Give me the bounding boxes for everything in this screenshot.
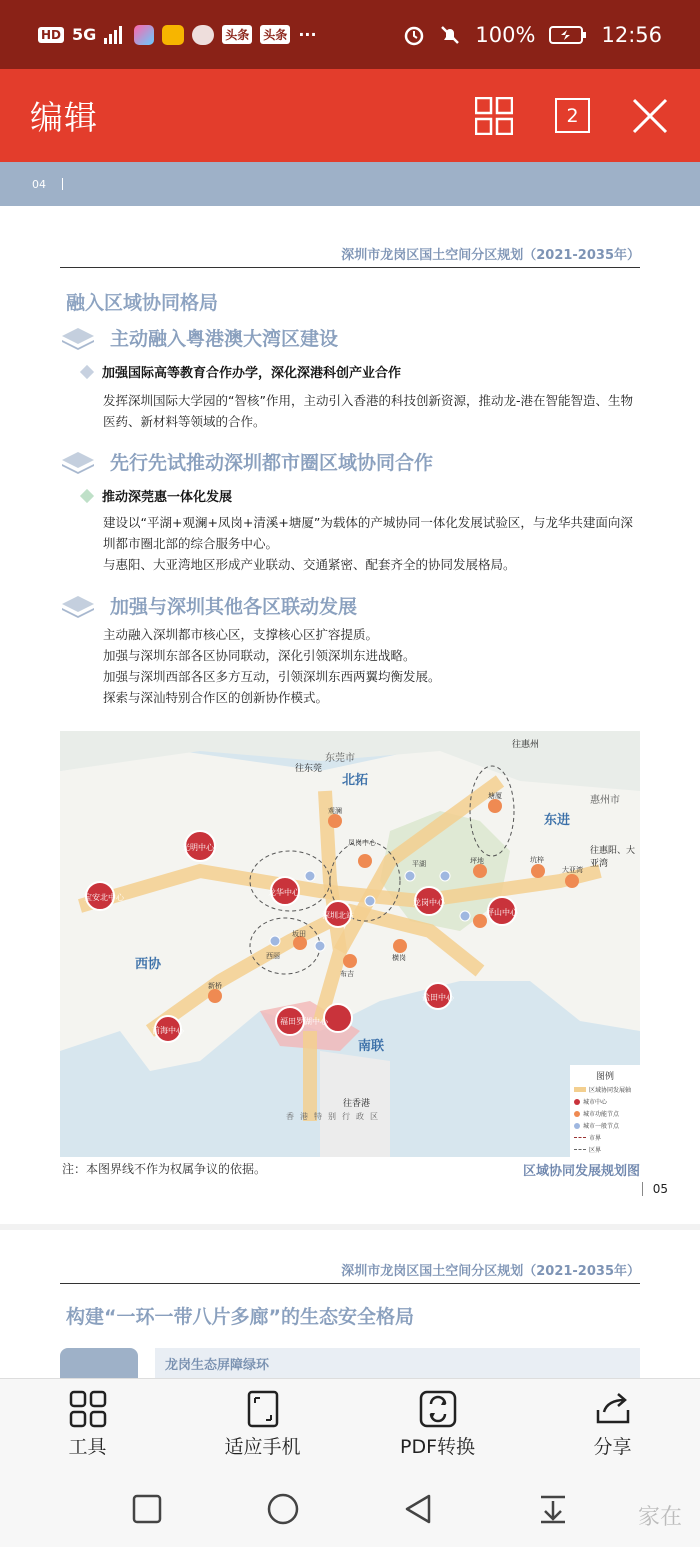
legend-swatch	[574, 1149, 586, 1150]
map-label-to-dongguan: 往东莞	[295, 764, 323, 774]
more-indicator: ···	[298, 25, 317, 44]
paragraph-line: 加强与深圳东部各区协同联动，深化引领深圳东进战略。	[103, 648, 416, 663]
section-title: 构建“一环一带八片多廊”的生态安全格局	[66, 1306, 414, 1328]
node-label: 龙华中心	[268, 888, 300, 897]
layers-icon	[60, 450, 96, 474]
fit-screen-icon	[247, 1390, 279, 1428]
notification-pull-icon[interactable]	[538, 1493, 568, 1525]
toutiao-icon: 头条	[222, 25, 252, 44]
tools-button[interactable]	[0, 1379, 175, 1470]
paragraph: 发挥深圳国际大学园的“智核”作用，主动引入香港的科技创新资源，推动龙-港在智能智造、生物医药、新材料等领域的合作。	[103, 393, 633, 429]
node-label: 坪地	[470, 857, 484, 865]
pdf-convert-icon	[419, 1390, 457, 1428]
node-label: 观澜	[328, 807, 342, 815]
map-graphic	[60, 731, 640, 1157]
grid-icon	[69, 1390, 107, 1428]
map-label-north: 北拓	[342, 773, 369, 788]
map-label-south: 南联	[358, 1039, 385, 1054]
battery-text: 100%	[475, 22, 536, 47]
divider	[62, 178, 63, 190]
layers-icon	[60, 594, 96, 618]
node-label: 福田罗湖中心	[280, 1017, 328, 1026]
status-bar	[0, 0, 700, 69]
legend-swatch	[574, 1137, 586, 1138]
edit-title[interactable]: 编辑	[30, 98, 98, 137]
pdf-convert-label: PDF转换	[399, 1436, 476, 1458]
legend-swatch	[574, 1111, 580, 1117]
node-label: 龙岗中心	[413, 898, 445, 907]
node-label: 塘厦	[488, 792, 502, 800]
recent-apps-icon[interactable]	[132, 1494, 162, 1524]
heading-metro-circle: 先行先试推动深圳都市圈区域协同合作	[60, 448, 433, 475]
home-icon[interactable]	[267, 1493, 299, 1525]
pdf-convert-button[interactable]	[350, 1379, 525, 1470]
node-label: 深圳北站	[322, 911, 354, 920]
system-nav-bar	[0, 1470, 700, 1547]
page-header: 深圳市龙岗区国土空间分区规划（2021-2035年）	[60, 1260, 640, 1284]
grid-view-icon[interactable]	[475, 97, 513, 135]
regional-coordination-map	[60, 731, 640, 1157]
legend-item: 城市功能节点	[583, 1111, 620, 1118]
map-label-west: 西协	[135, 957, 162, 972]
legend-item: 市界	[589, 1135, 602, 1142]
mute-icon	[439, 24, 461, 46]
node-label: 前海中心	[152, 1026, 184, 1035]
share-label: 分享	[593, 1436, 632, 1458]
paragraph-line: 加强与深圳西部各区多方互动，引领深圳东西两翼均衡发展。	[103, 669, 441, 684]
tools-label: 工具	[68, 1436, 107, 1458]
node-label: 坂田	[292, 930, 306, 938]
section-title: 融入区域协同格局	[66, 292, 219, 314]
previous-page-footer	[0, 162, 700, 206]
subsection-strip: 龙岗生态屏障绿环	[155, 1348, 640, 1378]
heading-greater-bay-area: 主动融入粤港澳大湾区建设	[60, 324, 338, 351]
node-label: 横岗	[392, 954, 406, 962]
document-page	[0, 206, 700, 1224]
weibo-icon	[162, 25, 184, 45]
battery-icon	[549, 24, 587, 46]
map-label-huizhou: 惠州市	[590, 795, 620, 806]
legend-swatch	[574, 1087, 586, 1092]
paragraph: 与惠阳、大亚湾地区形成产业联动、交通紧密、配套齐全的协同发展格局。	[103, 557, 516, 572]
map-note: 注：本图界线不作为权属争议的依据。	[62, 1162, 267, 1176]
legend-item: 城市中心	[583, 1099, 608, 1106]
share-icon	[594, 1390, 632, 1428]
watermark: 家在	[637, 1505, 682, 1530]
map-label-to-huizhou: 往惠州	[512, 740, 540, 750]
fit-screen-label: 适应手机	[224, 1436, 301, 1458]
heading-districts: 加强与深圳其他各区联动发展	[60, 592, 357, 619]
page-header: 深圳市龙岗区国土空间分区规划（2021-2035年）	[60, 244, 640, 268]
bullet-diamond-icon	[80, 364, 94, 378]
node-label: 西丽	[266, 952, 280, 960]
page-number-04: 04	[32, 177, 46, 191]
paragraph: 建设以“平湖+观澜+凤岗+清溪+塘厦”为载体的产城协同一体化发展试验区，与龙华共建面向深圳都市圈北部的综合服务中心。	[103, 515, 633, 551]
alarm-icon	[403, 24, 425, 46]
map-label-to-huiyang: 往惠阳、大亚湾	[590, 846, 636, 869]
toutiao-icon-2: 头条	[260, 25, 290, 44]
paragraph-line: 探索与深汕特别合作区的创新协作模式。	[103, 690, 329, 705]
signal-indicator: 5G	[72, 25, 97, 44]
page-count-button[interactable]: 2	[555, 98, 590, 133]
legend-item: 区界	[589, 1147, 602, 1154]
app-icon	[134, 25, 154, 45]
bullet-diamond-icon	[80, 488, 94, 502]
node-label: 布吉	[340, 970, 354, 978]
close-icon[interactable]	[632, 98, 668, 134]
hd-badge: HD	[38, 27, 64, 43]
node-label: 宝安北中心	[84, 893, 124, 902]
back-icon[interactable]	[403, 1493, 433, 1525]
node-label: 凤岗中心	[348, 839, 376, 847]
legend-title: 图例	[595, 1072, 614, 1082]
subheading-education: 加强国际高等教育合作办学，深化深港科创产业合作	[82, 362, 401, 381]
clock: 12:56	[601, 22, 662, 47]
page-number: 05	[642, 1182, 668, 1196]
map-label-to-hk: 往香港	[343, 1099, 371, 1109]
subheading-integration: 推动深莞惠一体化发展	[82, 486, 232, 505]
legend-item: 区域协同发展轴	[589, 1087, 632, 1094]
share-button[interactable]	[525, 1379, 700, 1470]
node-label: 大亚湾	[562, 866, 583, 874]
node-label: 光明中心	[182, 843, 214, 852]
legend-swatch	[574, 1123, 580, 1129]
map-caption: 区域协同发展规划图	[522, 1164, 640, 1179]
map-label-dongguan: 东莞市	[325, 753, 355, 764]
fit-screen-button[interactable]	[175, 1379, 350, 1470]
wechat-icon	[192, 25, 214, 45]
paragraph-line: 主动融入深圳都市核心区，支撑核心区扩容提质。	[103, 627, 379, 642]
node-label: 盐田中心	[422, 993, 454, 1002]
node-label: 新桥	[208, 982, 222, 990]
app-bar	[0, 69, 700, 162]
signal-bars-icon	[104, 26, 126, 44]
map-label-hk: 香港特别行政区	[286, 1112, 384, 1121]
map-label-east: 东进	[544, 813, 571, 828]
node-label: 平湖	[412, 860, 426, 868]
map-legend	[570, 1065, 640, 1157]
node-label: 坪山中心	[486, 908, 518, 917]
document-page-2	[0, 1230, 700, 1380]
layers-icon	[60, 326, 96, 350]
node-label: 坑梓	[530, 856, 544, 864]
bottom-toolbar	[0, 1378, 700, 1470]
legend-item: 城市一般节点	[583, 1123, 620, 1130]
legend-swatch	[574, 1099, 580, 1105]
